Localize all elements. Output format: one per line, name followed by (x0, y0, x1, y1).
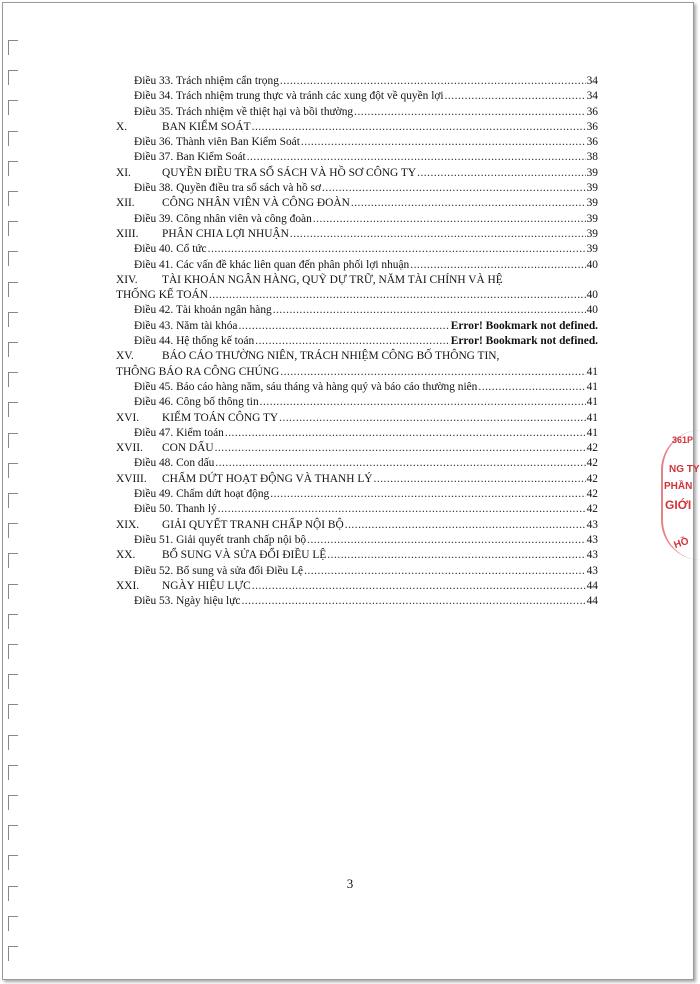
toc-section-number: XX. (116, 549, 136, 562)
toc-section-entry (116, 196, 598, 211)
toc-page-ref: 39 (586, 166, 598, 179)
toc-page-ref: 44 (586, 579, 598, 592)
table-of-contents (116, 74, 598, 609)
toc-article-entry (116, 564, 598, 579)
toc-leader-dots (252, 579, 586, 594)
binder-mark (8, 946, 18, 961)
toc-leader-dots (238, 319, 449, 334)
toc-label: Điều 48. Con dấu (134, 457, 215, 470)
toc-page-ref: 42 (586, 488, 598, 501)
binder-mark (8, 855, 18, 870)
toc-leader-dots (208, 242, 586, 257)
toc-label: Điều 41. Các vấn đề khác liên quan đến phân phối lợi nhuận (134, 258, 410, 271)
toc-article-entry (116, 487, 598, 502)
stamp-line-5: HỒ (672, 535, 691, 552)
page-number: 3 (346, 876, 354, 891)
toc-page-ref: 36 (586, 136, 598, 149)
toc-leader-dots (218, 502, 586, 517)
toc-section-entry (116, 579, 598, 594)
toc-leader-dots (280, 74, 586, 89)
toc-leader-dots (290, 227, 586, 242)
toc-page-ref: 43 (586, 549, 598, 562)
binder-mark (8, 221, 18, 236)
toc-label: Điều 36. Thành viên Ban Kiểm Soát (134, 136, 300, 149)
toc-section-entry (116, 518, 598, 533)
toc-label: Điều 42. Tài khoản ngân hàng (134, 304, 272, 317)
binder-mark (8, 342, 18, 357)
toc-page-ref: 44 (586, 595, 598, 608)
toc-label: Điều 43. Năm tài khóa (134, 319, 238, 332)
stamp-line-1: 361P (672, 435, 694, 445)
toc-label: PHÂN CHIA LỢI NHUẬN (162, 227, 289, 240)
toc-leader-dots (345, 518, 586, 533)
binder-mark (8, 735, 18, 750)
toc-leader-dots (273, 303, 586, 318)
binder-mark (8, 523, 18, 538)
stamp-line-3: PHẦN (664, 481, 693, 492)
toc-article-entry (116, 212, 598, 227)
toc-label: Điều 39. Công nhân viên và công đoàn (134, 212, 312, 225)
toc-label: BAN KIỂM SOÁT (162, 120, 251, 133)
toc-section-entry (116, 548, 598, 563)
toc-label: Điều 45. Báo cáo hàng năm, sáu tháng và hàng quý và báo cáo thường niên (134, 380, 478, 393)
toc-label: GIẢI QUYẾT TRANH CHẤP NỘI BỘ (162, 518, 344, 531)
toc-leader-dots (351, 196, 586, 211)
toc-leader-dots (280, 365, 585, 380)
toc-page-ref: 41 (586, 426, 598, 439)
toc-page-ref: Error! Bookmark not defined. (450, 319, 598, 332)
binder-mark (8, 674, 18, 689)
binder-mark (8, 402, 18, 417)
binder-mark (8, 614, 18, 629)
toc-page-ref: 41 (586, 365, 598, 378)
toc-section-line-2 (116, 365, 598, 380)
toc-label: Điều 46. Công bố thông tin (134, 396, 259, 409)
toc-leader-dots (255, 334, 450, 349)
toc-page-ref: 36 (586, 120, 598, 133)
toc-page-ref: 41 (586, 411, 598, 424)
toc-section-number: XI. (116, 166, 131, 179)
toc-article-entry (116, 89, 598, 104)
toc-article-entry (116, 319, 598, 334)
toc-page-ref: 36 (586, 105, 598, 118)
toc-label: Điều 33. Trách nhiệm cẩn trọng (134, 75, 279, 87)
toc-article-entry (116, 380, 598, 395)
toc-page-ref: 43 (586, 518, 598, 531)
binder-mark (8, 40, 18, 55)
stamp-line-2: NG TY (669, 464, 700, 475)
binder-mark (8, 493, 18, 508)
toc-leader-dots (252, 120, 586, 135)
toc-label: TÀI KHOẢN NGÂN HÀNG, QUỸ DỰ TRỮ, NĂM TÀI CHÍNH VÀ HỆ (162, 273, 503, 286)
toc-leader-dots (215, 456, 585, 471)
toc-section-line-1 (116, 349, 598, 364)
toc-label: Điều 52. Bổ sung và sửa đổi Điều Lệ (134, 564, 304, 577)
toc-leader-dots (241, 594, 585, 609)
toc-page-ref: 42 (586, 457, 598, 470)
binder-mark (8, 553, 18, 568)
toc-section-number: XXI. (116, 579, 140, 592)
binder-mark (8, 916, 18, 931)
toc-section-number: X. (116, 120, 128, 133)
toc-label: CHẤM DỨT HOẠT ĐỘNG VÀ THANH LÝ (162, 472, 373, 485)
toc-label: NGÀY HIỆU LỰC (162, 579, 251, 592)
toc-label: Điều 40. Cổ tức (134, 243, 207, 256)
binder-mark (8, 704, 18, 719)
toc-article-entry (116, 242, 598, 257)
toc-page-ref: 34 (586, 75, 598, 87)
toc-leader-dots (417, 166, 586, 181)
binder-mark (8, 795, 18, 810)
binder-mark (8, 463, 18, 478)
toc-page-ref: 39 (586, 197, 598, 210)
binder-holes (8, 40, 20, 980)
toc-section-entry (116, 472, 598, 487)
toc-page-ref: 42 (586, 472, 598, 485)
toc-article-entry (116, 334, 598, 349)
toc-leader-dots (270, 487, 585, 502)
toc-label: Điều 44. Hệ thống kế toán (134, 335, 255, 348)
toc-page-ref: 39 (586, 182, 598, 195)
toc-leader-dots (225, 426, 586, 441)
toc-article-entry (116, 502, 598, 517)
toc-article-entry (116, 303, 598, 318)
toc-page-ref: 42 (586, 503, 598, 516)
toc-leader-dots (322, 181, 586, 196)
binder-mark (8, 251, 18, 266)
toc-leader-dots (374, 472, 586, 487)
toc-section-entry (116, 273, 598, 304)
toc-section-number: XII. (116, 197, 135, 210)
toc-page-ref: 39 (586, 227, 598, 240)
toc-label-continued: THÔNG BÁO RA CÔNG CHÚNG (116, 365, 280, 378)
binder-mark (8, 765, 18, 780)
binder-mark (8, 433, 18, 448)
toc-leader-dots (327, 548, 585, 563)
toc-label: Điều 37. Ban Kiểm Soát (134, 151, 246, 164)
toc-leader-dots (445, 89, 586, 104)
toc-leader-dots (304, 564, 586, 579)
toc-article-entry (116, 258, 598, 273)
binder-mark (8, 100, 18, 115)
toc-article-entry (116, 135, 598, 150)
toc-leader-dots (410, 258, 585, 273)
toc-label: Điều 47. Kiểm toán (134, 426, 224, 439)
toc-article-entry (116, 150, 598, 165)
toc-leader-dots (301, 135, 586, 150)
toc-article-entry (116, 594, 598, 609)
binder-mark (8, 644, 18, 659)
toc-leader-dots (478, 380, 585, 395)
toc-label-continued: THỐNG KẾ TOÁN (116, 289, 208, 302)
red-seal-stamp (655, 430, 700, 560)
toc-section-number: XIX. (116, 518, 140, 531)
toc-label: Điều 53. Ngày hiệu lực (134, 595, 241, 608)
toc-leader-dots (215, 441, 586, 456)
toc-page-ref: 39 (586, 212, 598, 225)
binder-mark (8, 312, 18, 327)
toc-label: Điều 49. Chấm dứt hoạt động (134, 488, 270, 501)
binder-mark (8, 372, 18, 387)
binder-mark (8, 282, 18, 297)
binder-mark (8, 191, 18, 206)
toc-article-entry (116, 426, 598, 441)
toc-page-ref: 40 (586, 289, 598, 302)
binder-mark (8, 161, 18, 176)
toc-article-entry (116, 74, 598, 89)
toc-label: QUYỀN ĐIỀU TRA SỔ SÁCH VÀ HỒ SƠ CÔNG TY (162, 166, 417, 179)
stamp-line-4: GIỚI (665, 498, 692, 512)
toc-leader-dots (313, 212, 586, 227)
toc-article-entry (116, 395, 598, 410)
toc-leader-dots (209, 288, 586, 303)
toc-section-number: XVI. (116, 411, 140, 424)
toc-label: Điều 51. Giải quyết tranh chấp nội bộ (134, 533, 307, 546)
toc-section-number: XV. (116, 350, 134, 363)
toc-label: Điều 50. Thanh lý (134, 503, 217, 516)
toc-label: CON DẤU (162, 442, 214, 455)
toc-page-ref: 41 (586, 396, 598, 409)
toc-page-ref: 42 (586, 442, 598, 455)
toc-section-number: XVII. (116, 442, 143, 455)
toc-article-entry (116, 181, 598, 196)
toc-article-entry (116, 105, 598, 120)
binder-mark (8, 70, 18, 85)
toc-section-entry (116, 120, 598, 135)
binder-mark (8, 131, 18, 146)
toc-section-entry (116, 441, 598, 456)
toc-label: Điều 35. Trách nhiệm về thiệt hại và bồi thường (134, 105, 354, 118)
toc-page-ref: 41 (586, 380, 598, 393)
toc-section-number: XVIII. (116, 472, 147, 485)
toc-label: KIỂM TOÁN CÔNG TY (162, 411, 279, 424)
toc-page-ref: 34 (586, 90, 598, 103)
toc-section-entry (116, 227, 598, 242)
toc-section-entry (116, 411, 598, 426)
toc-leader-dots (307, 533, 586, 548)
toc-section-number: XIV. (116, 273, 138, 286)
toc-page-ref: 40 (586, 304, 598, 317)
toc-leader-dots (279, 411, 585, 426)
toc-article-entry (116, 456, 598, 471)
binder-mark (8, 584, 18, 599)
toc-article-entry (116, 533, 598, 548)
toc-label: Điều 34. Trách nhiệm trung thực và tránh các xung đột về quyền lợi (134, 90, 444, 103)
toc-label: CÔNG NHÂN VIÊN VÀ CÔNG ĐOÀN (162, 197, 350, 210)
toc-page-ref: 40 (586, 258, 598, 271)
toc-label: Điều 38. Quyền điều tra sổ sách và hồ sơ (134, 182, 321, 195)
toc-page-ref: 43 (586, 533, 598, 546)
toc-leader-dots (260, 395, 586, 410)
toc-label: BÁO CÁO THƯỜNG NIÊN, TRÁCH NHIỆM CÔNG BỐ THÔNG TIN, (162, 350, 500, 363)
toc-page-ref: 39 (586, 243, 598, 256)
toc-page-ref: 38 (586, 151, 598, 164)
toc-leader-dots (247, 150, 586, 165)
toc-section-line-2 (116, 288, 598, 303)
binder-mark (8, 825, 18, 840)
toc-section-entry (116, 349, 598, 380)
toc-leader-dots (354, 105, 586, 120)
toc-section-line-1 (116, 273, 598, 288)
toc-section-number: XIII. (116, 227, 139, 240)
toc-label: BỔ SUNG VÀ SỬA ĐỔI ĐIỀU LỆ (162, 549, 327, 562)
stamp-ring (661, 430, 700, 560)
toc-section-entry (116, 166, 598, 181)
toc-page-ref: 43 (586, 564, 598, 577)
toc-page-ref: Error! Bookmark not defined. (450, 335, 598, 348)
